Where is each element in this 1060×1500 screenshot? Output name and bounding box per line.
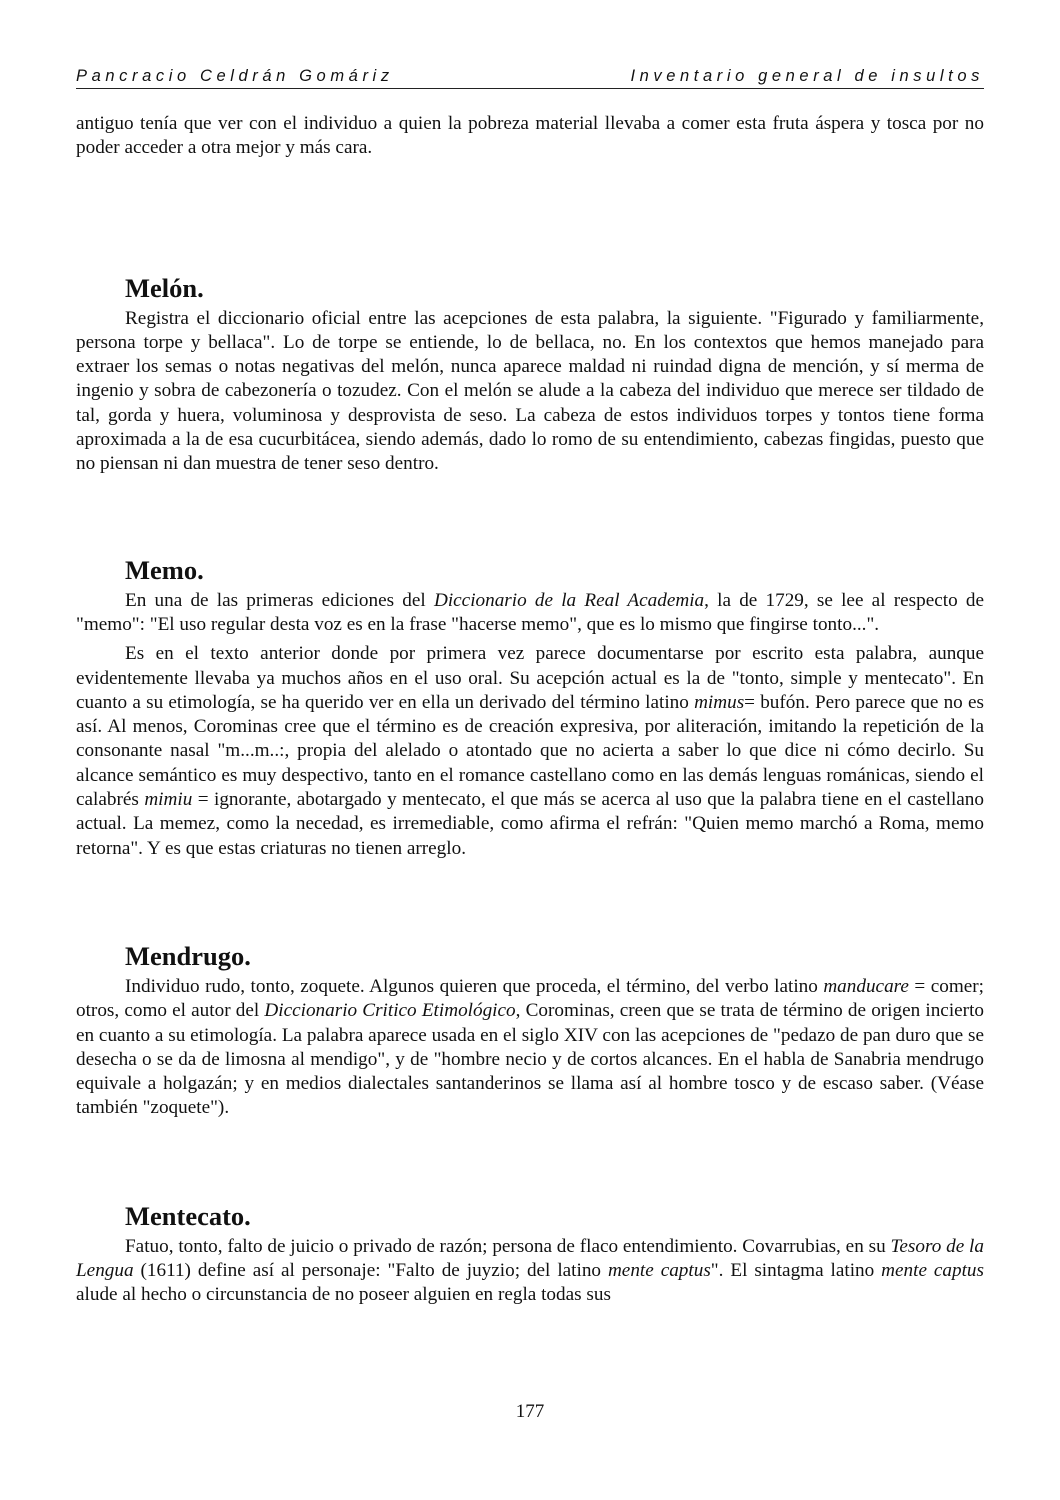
entry-mentecato-paragraph (76, 1235, 984, 1308)
entry-melon-paragraph: Registra el diccionario oficial entre las acepciones de esta palabra, la siguiente. "Figurado y familiarmente, persona torpe y bellaca". Lo de torpe se entiende, lo de bellaca, no. En los contextos que hemos manejado para extraer los semas o notas negativas del melón, nunca aparece maldad ni ruindad digna de mención, y sí merma de ingenio y sobra de cabezonería o tozudez. Con el melón se alude a la cabeza del individuo que merece ser tildado de tal, gorda y huera, voluminosa y desprovista de seso. La cabeza de estos individuos torpes y tontos tiene forma aproximada a la de esa cucurbitácea, siendo además, dado lo romo de su entendimiento, cabezas fingidas, puesto que no piensan ni dan muestra de tener seso dentro. (76, 307, 984, 475)
entry-title-mentecato: Mentecato. (125, 1200, 251, 1231)
italic-term: mente captus (607, 1260, 711, 1282)
entry-melon (76, 273, 984, 477)
text-run: alude al hecho o circunstancia de no poseer alguien en regla todas sus (76, 1284, 611, 1306)
italic-term: mimiu (144, 789, 193, 811)
text-run: , Corominas, creen que se trata de término de origen incierto en cuanto a su etimología. La palabra aparece usada en el siglo XIV con las acepciones de "pedazo de pan duro que se desecha o se da de limosna al mendigo", y de "hombre necio y de cortos alcances. En el habla de Sanabria mendrugo equivale a holgazán; y en medios dialectales santanderinos se llama así al hombre tosco y de escaso saber. (Véase también "zoquete"). (76, 1000, 984, 1119)
italic-term: mente captus (881, 1260, 984, 1282)
text-run: Individuo rudo, tonto, zoquete. Algunos quieren que proceda, el término, del verbo latino (125, 975, 824, 997)
header-author: Pancracio Celdrán Gomáriz (76, 67, 394, 85)
running-header (76, 66, 984, 89)
entry-title-melon: Melón. (125, 272, 204, 303)
entry-memo-paragraph-1 (76, 589, 984, 638)
text-run: (1611) define así al personaje: "Falto de juyzio; del latino (133, 1260, 608, 1282)
text-run: = comer; otros, como el autor del (76, 975, 984, 1022)
header-book-title: Inventario general de insultos (630, 67, 984, 85)
entry-mendrugo-paragraph (76, 975, 984, 1121)
text-run: ". El sintagma latino (710, 1260, 882, 1282)
italic-term: manducare (823, 975, 909, 997)
entry-title-memo: Memo. (125, 554, 204, 585)
entry-mentecato (76, 1201, 984, 1308)
text-run: = bufón. Pero parece que no es así. Al menos, Corominas cree que el término es de creación expresiva, por aliteración, imitando la repetición de la consonante nasal "m...m..:, propia del alelado o atontado que no acierta a saber lo que dice ni cómo decirlo. Su alcance semántico es muy despectivo, tanto en el romance castellano como en las demás lenguas románicas, siendo el calabrés (76, 691, 984, 811)
text-run: = ignorante, abotargado y mentecato, el que más se acerca al uso que la palabra tiene en el castellano actual. La memez, como la necedad, es irremediable, como afirma el refrán: "Quien memo marchó a Roma, memo retorna". Y es que estas criaturas no tienen arreglo. (76, 789, 984, 859)
entry-title-mendrugo: Mendrugo. (125, 940, 251, 971)
entry-memo (76, 555, 984, 861)
intro-paragraph: antiguo tenía que ver con el individuo a quien la pobreza material llevaba a comer esta fruta áspera y tosca por no poder acceder a otra mejor y más cara. (76, 113, 984, 159)
text-run: En una de las primeras ediciones del (125, 589, 434, 611)
italic-title: Diccionario de la Real Academia (433, 589, 705, 611)
page-number: 177 (515, 1401, 545, 1422)
text-run: Es en el texto anterior donde por primera vez parece documentarse por escrito esta palabra, aunque evidentemente llevaba ya muchos años en el uso oral. Su acepción actual es la de "tonto, simple y mentecato". En cuanto a su etimología, se ha querido ver en ella un derivado del término latino (76, 643, 984, 713)
text-run: , la de 1729, se lee al respecto de "memo": "El uso regular desta voz es en la frase "hacerse memo", que es lo mismo que fingirse tonto...". (76, 589, 984, 635)
italic-term: mimus (694, 691, 745, 713)
text-run: Fatuo, tonto, falto de juicio o privado de razón; persona de flaco entendimiento. Covarrubias, en su (125, 1235, 891, 1257)
italic-title: Tesoro de la Lengua (76, 1235, 984, 1282)
entry-memo-paragraph-2 (76, 642, 984, 861)
page-content (76, 112, 984, 1308)
entry-mendrugo (76, 941, 984, 1121)
italic-title: Diccionario Critico Etimológico (264, 1000, 516, 1022)
